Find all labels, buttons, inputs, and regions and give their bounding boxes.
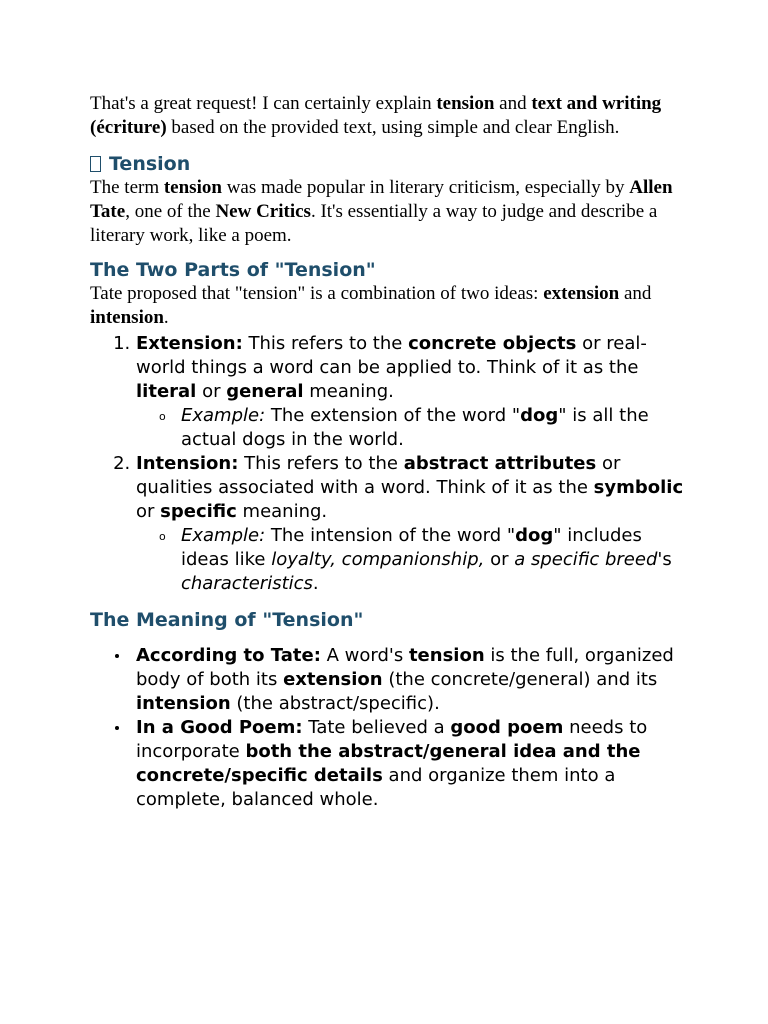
meaning-bold: tension [408, 645, 485, 666]
example-text: . [312, 573, 319, 594]
heading-tension [90, 152, 690, 176]
heading-meaning: The Meaning of "Tension" [90, 609, 364, 631]
heading-two-parts: The Two Parts of "Tension" [90, 259, 376, 281]
para-bold: intension [90, 307, 164, 328]
para-text: and [619, 283, 652, 304]
part-text: or [196, 381, 227, 402]
example-italic: characteristics [181, 573, 313, 594]
meaning-text: (the abstract/specific). [230, 693, 440, 714]
part-label: Extension: [136, 333, 243, 354]
circle-bullet-icon: o [159, 530, 166, 543]
meaning-text: A word's [320, 645, 409, 666]
document-body [90, 92, 690, 812]
example-lead: Example: [181, 405, 266, 426]
part-text: or real-world things a word can be applied to. Think of it as the [136, 333, 647, 378]
para-bold: New Critics [215, 201, 311, 222]
part-text: meaning. [303, 381, 394, 402]
meaning-label: In a Good Poem: [136, 717, 303, 738]
para-bold: Allen Tate [90, 177, 673, 222]
example-text: 's [657, 549, 672, 570]
para-text: , one of the [125, 201, 216, 222]
missing-glyph-icon [90, 156, 101, 172]
part-text: This refers to the [238, 453, 404, 474]
example-text: or [484, 549, 515, 570]
bullet-dot-icon [115, 726, 119, 730]
part-bold: literal [136, 381, 197, 402]
meaning-bold: good poem [450, 717, 564, 738]
meaning-label: According to Tate: [136, 645, 321, 666]
bullet-dot-icon [115, 654, 119, 658]
meaning-item-tate [136, 644, 690, 716]
example-item [159, 524, 690, 596]
circle-bullet-icon: o [159, 410, 166, 423]
para-text: was made popular in literary criticism, especially by [221, 177, 630, 198]
example-item [159, 404, 690, 452]
meaning-text: Tate believed a [302, 717, 451, 738]
example-italic: a specific breed [514, 549, 658, 570]
para-bold: extension [543, 283, 620, 304]
part-label: Intension: [136, 453, 239, 474]
part-text: or qualities associated with a word. Think of it as the [136, 453, 621, 498]
meaning-text: (the concrete/general) and its [382, 669, 658, 690]
para-bold: tension [163, 177, 222, 198]
part-bold: specific [160, 501, 237, 522]
intro-text: That's a great request! I can certainly explain [90, 93, 437, 114]
part-item-extension [136, 332, 690, 452]
example-lead: Example: [181, 525, 266, 546]
heading-tension-label: Tension [109, 153, 191, 175]
para-text: . [163, 307, 169, 328]
proposed-paragraph [90, 282, 690, 330]
meaning-list [90, 644, 690, 812]
para-text: . It's essentially a way to judge and describe a literary work, like a poem. [90, 201, 658, 246]
part-item-intension [136, 452, 690, 596]
intro-text: based on the provided text, using simple and clear English. [166, 117, 620, 138]
parts-list [90, 332, 690, 596]
intro-bold-text-writing: text and writing (écriture) [90, 93, 662, 138]
intro-text: and [494, 93, 532, 114]
para-text: The term [90, 177, 164, 198]
meaning-text: is the full, organized body of both its [136, 645, 674, 690]
para-text: Tate proposed that "tension" is a combination of two ideas: [90, 283, 544, 304]
intro-bold-tension: tension [436, 93, 495, 114]
example-text: The extension of the word " [265, 405, 521, 426]
meaning-item-good-poem [136, 716, 690, 812]
part-text: meaning. [236, 501, 328, 522]
example-bold: dog [515, 525, 554, 546]
part-bold: general [226, 381, 304, 402]
example-text: The intension of the word " [265, 525, 516, 546]
example-list [136, 524, 690, 596]
part-bold: abstract attributes [403, 453, 597, 474]
part-text: This refers to the [242, 333, 409, 354]
meaning-bold: extension [283, 669, 383, 690]
example-bold: dog [520, 405, 559, 426]
example-list [136, 404, 690, 452]
part-bold: concrete objects [408, 333, 577, 354]
example-text: " includes ideas like [181, 525, 642, 570]
meaning-text: needs to incorporate [136, 717, 648, 762]
example-italic: loyalty, companionship, [271, 549, 485, 570]
part-text: or [136, 501, 161, 522]
meaning-bold: both the abstract/general idea and the concrete/specific details [136, 741, 641, 786]
example-text: " is all the actual dogs in the world. [181, 405, 649, 450]
part-bold: symbolic [593, 477, 684, 498]
tate-paragraph [90, 176, 690, 248]
intro-paragraph [90, 92, 690, 140]
meaning-text: and organize them into a complete, balanced whole. [136, 765, 616, 810]
meaning-bold: intension [136, 693, 231, 714]
